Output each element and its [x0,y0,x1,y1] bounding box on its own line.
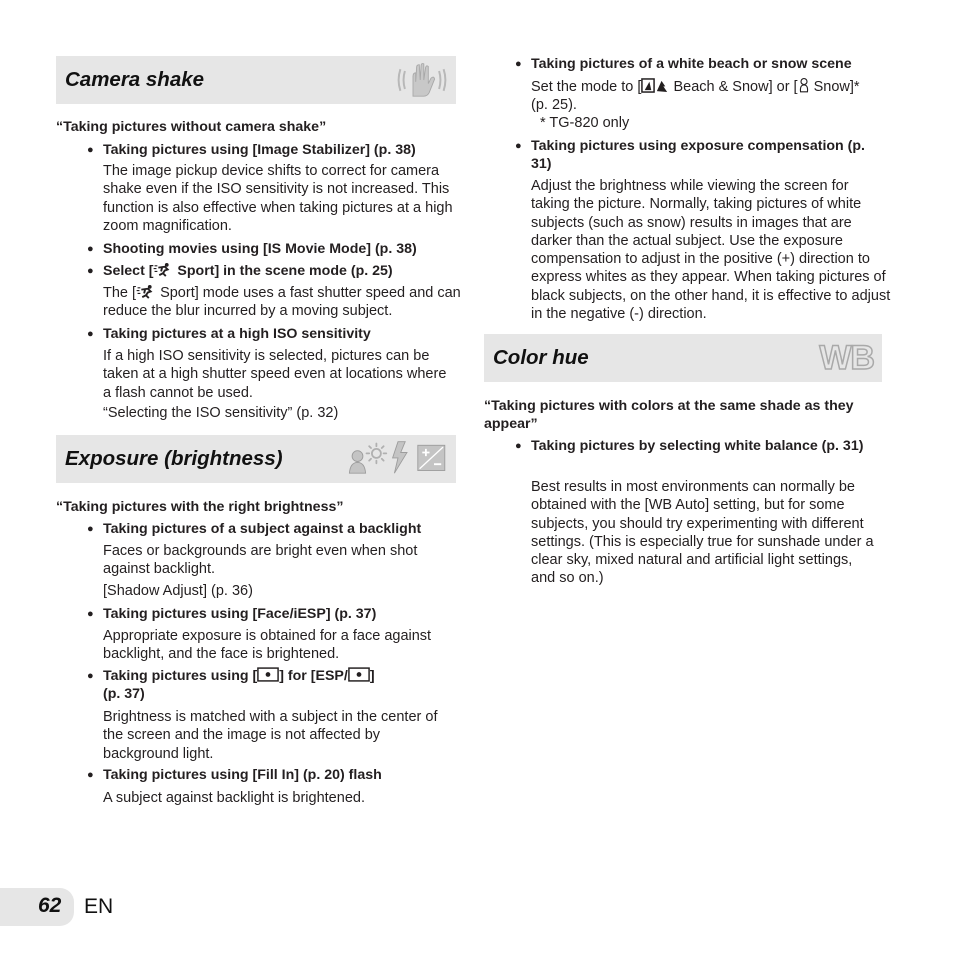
camera-shake-quote: “Taking pictures without camera shake” [56,119,327,135]
spot-metering-icon [257,667,279,682]
camera-shake-bullet-3-head [103,262,456,280]
camera-shake-header [56,56,456,104]
camera-shake-icon [394,62,450,98]
camera-shake-bullet-1-head: ● Taking pictures using [Image Stabilizer] (p. 38) [103,141,456,159]
beach-snow-icon [641,78,669,93]
spot-metering-icon [348,667,370,682]
exposure-bullet-1-ref: [Shadow Adjust] (p. 36) [103,583,253,599]
wb-icon: WB [819,339,874,377]
beach-snow-bullet-body [531,77,891,115]
white-balance-bullet-head: ● Taking pictures by selecting white balance (p. 31) [531,437,871,455]
snow-person-icon [798,77,810,93]
exposure-title: Exposure (brightness) [65,447,283,470]
bullet-3-head-d: (p. 37) [103,686,145,702]
beach-snow-body-d: (p. 25). [531,97,577,114]
exposure-bullet-1-head: ● Taking pictures of a subject against a backlight [103,520,456,538]
exposure-comp-bullet-body: Adjust the brightness while viewing the screen for taking the picture. Normally, taking pictures of white subjects (such as snow) results in images that are darker than the actual subject. Use the exposure compensation to adjust in the positive (+) direction to express whites as they appear. When taking pictures of black subjects, on the other hand, it is effective to adjust in the negative (-) direction. [531,178,891,323]
bullet-3-head-post: Sport] in the scene mode (p. 25) [173,263,393,279]
beach-snow-body-b: Beach & Snow] or [ [669,79,798,95]
exposure-bullet-4-body: A subject against backlight is brightened. [103,790,365,806]
exposure-comp-bullet-head: ● Taking pictures using exposure compensation (p. 31) [531,137,881,173]
beach-snow-body-c: Snow]* [809,79,860,95]
bullet-3-body-pre: The [ [103,285,137,301]
camera-shake-bullet-4-body: If a high ISO sensitivity is selected, pictures can be taken at a high shutter speed even at locations where a flash cannot be used. [103,348,447,401]
exposure-bullet-3-body: Brightness is matched with a subject in the center of the screen and the image is not affected by background light. [103,709,438,762]
exposure-header [56,435,456,483]
camera-shake-bullet-3-body [103,284,463,321]
exposure-bullet-2-body: Appropriate exposure is obtained for a face against backlight, and the face is brightened. [103,628,432,663]
beach-snow-note: * TG-820 only [540,115,630,131]
camera-shake-bullet-1-body: The image pickup device shifts to correct for camera shake even if the ISO sensitivity is not increased. This function is also effective when taking pictures at a high zoom magnification. [103,163,453,234]
bullet-3-body-post: Sport] mode uses a fast shutter speed and can reduce the blur incurred by a moving subject. [103,285,461,320]
sport-icon [153,262,173,277]
bullet-3-head-b: ] for [ESP/ [279,668,348,684]
camera-shake-bullet-4-head: ● Taking pictures at a high ISO sensitivity [103,325,456,343]
color-hue-quote: “Taking pictures with colors at the same shade as they appear” [484,398,854,432]
page-number: 62 [38,894,62,917]
camera-shake-title: Camera shake [65,68,205,91]
exposure-bullet-3-head [103,667,456,703]
page-number-box [0,888,74,926]
exposure-bullet-2-head: ● Taking pictures using [Face/iESP] (p. 37) [103,605,456,623]
camera-shake-bullet-2-head: ● Shooting movies using [IS Movie Mode] (p. 38) [103,240,456,258]
color-hue-header [484,334,882,382]
white-balance-bullet-body: Best results in most environments can normally be obtained with the [WB Auto] setting, but for some subjects, you should try experimenting with different settings. (This is especially true for sunshade under a clear sky, mixed natural and artificial light settings, and so on.) [531,479,874,587]
color-hue-title: Color hue [493,346,589,369]
bullet-3-head-c: ] [369,668,375,684]
beach-snow-bullet-head: ● Taking pictures of a white beach or snow scene [531,55,891,73]
bullet-3-head-a: Taking pictures using [ [103,668,258,684]
exposure-bullet-4-head: ● Taking pictures using [Fill In] (p. 20) flash [103,766,456,784]
camera-shake-bullet-4-ref: “Selecting the ISO sensitivity” (p. 32) [103,405,339,421]
beach-snow-body-a: Set the mode to [ [531,79,642,95]
sport-icon [136,284,156,299]
language-code: EN [84,895,114,918]
exposure-icons [342,439,454,475]
exposure-bullet-1-body: Faces or backgrounds are bright even when shot against backlight. [103,543,418,578]
exposure-quote: “Taking pictures with the right brightness” [56,499,344,515]
bullet-3-head-pre: Select [ [103,263,154,279]
